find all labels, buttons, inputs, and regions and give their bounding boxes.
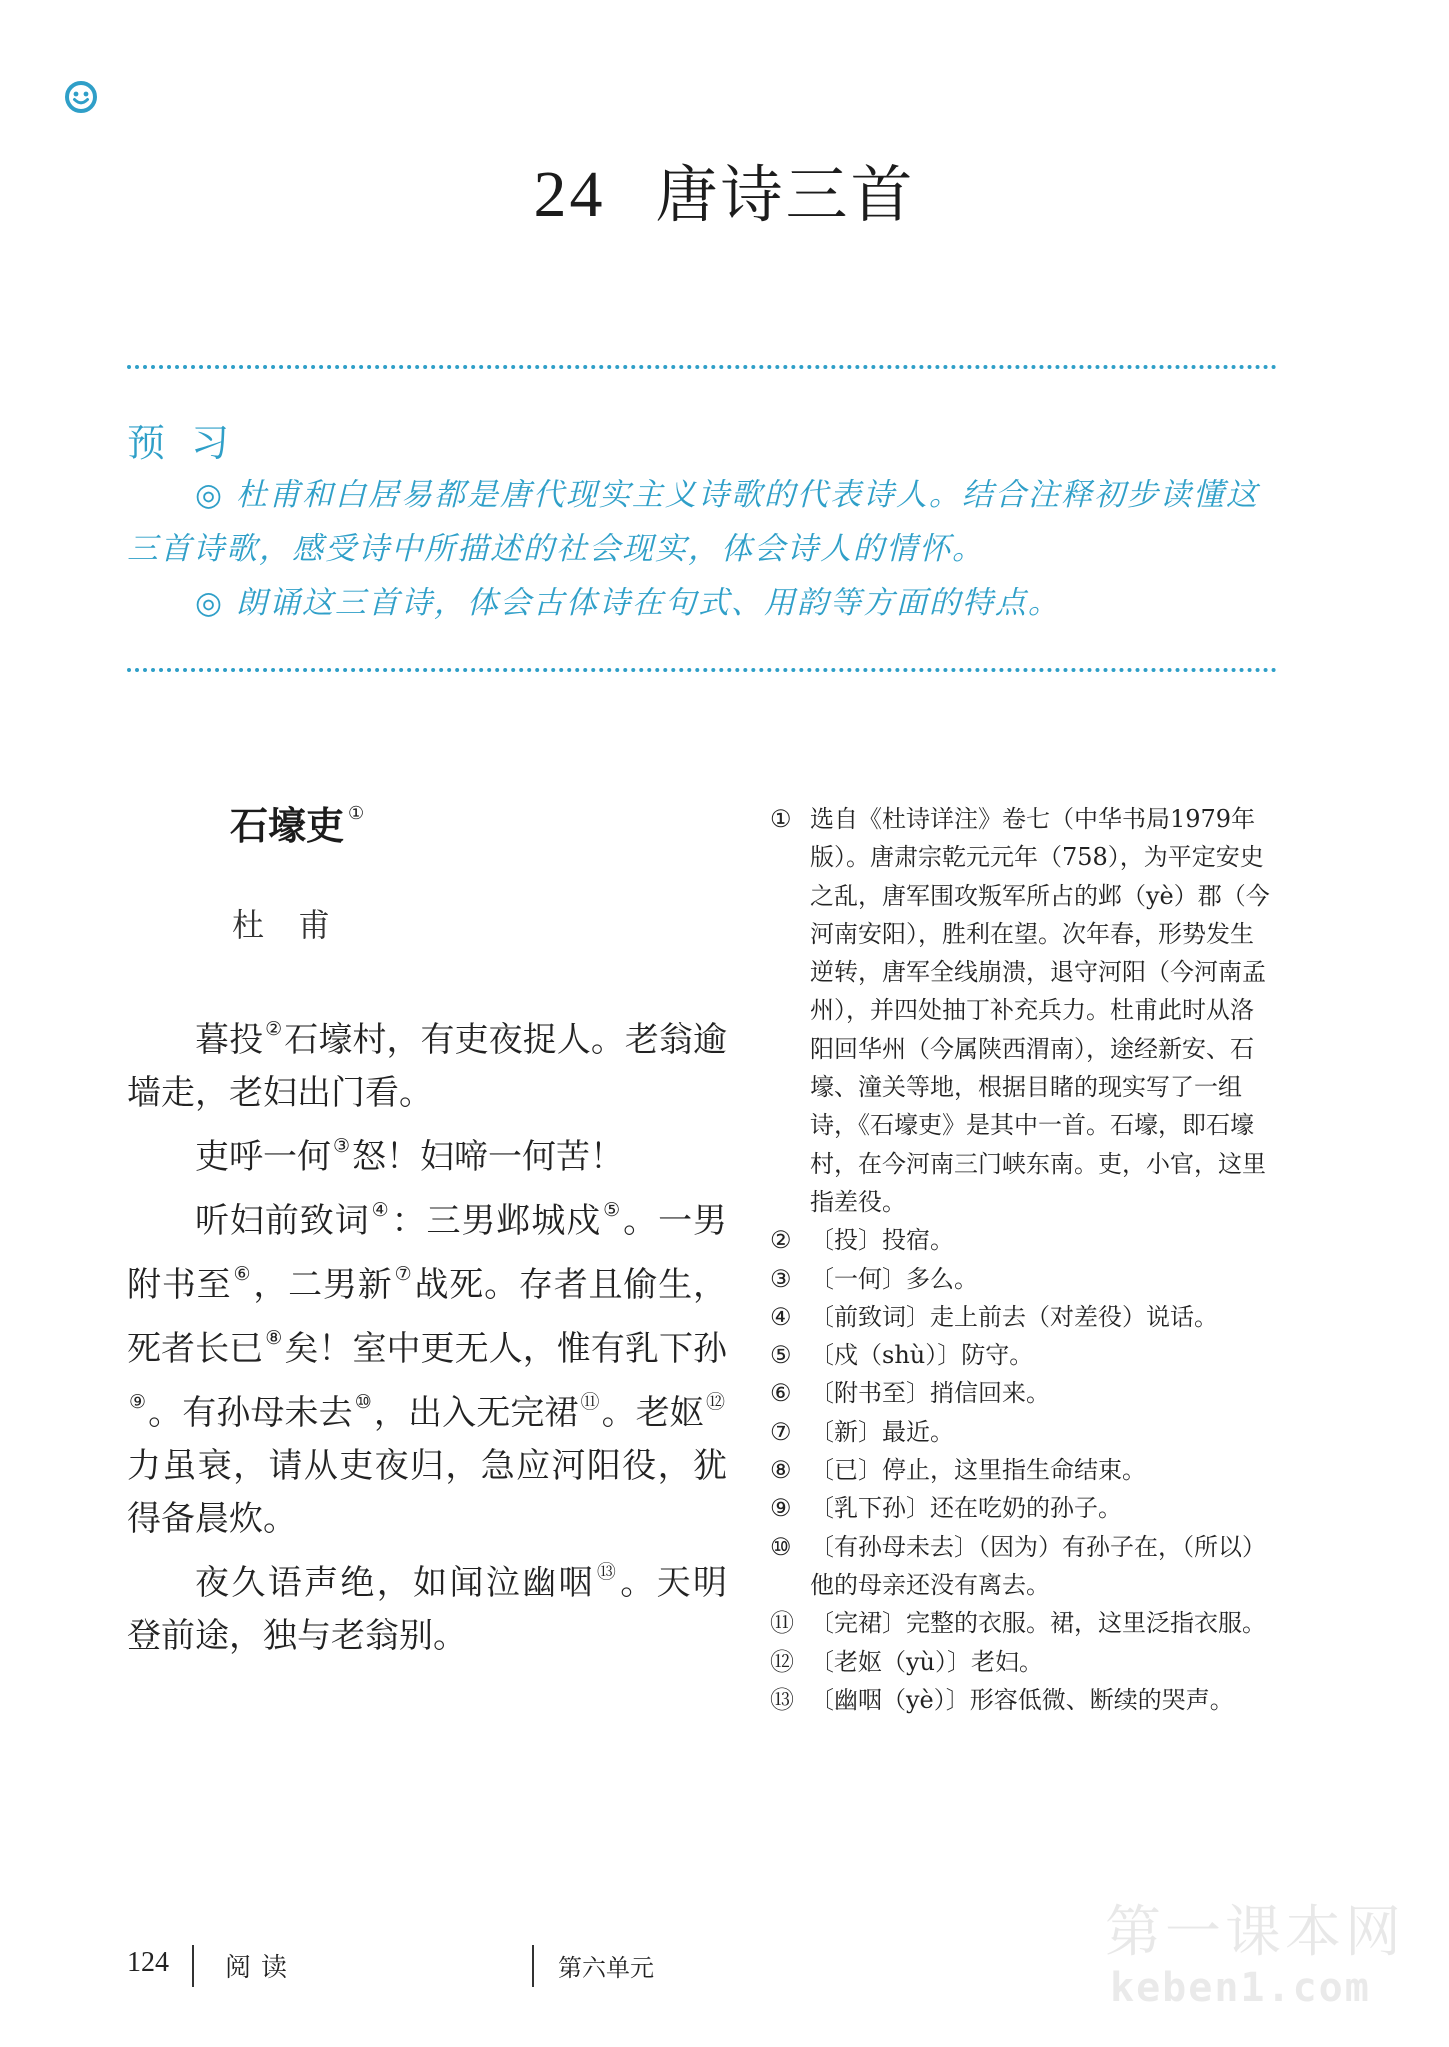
poem-title-text: 石壕吏	[230, 803, 345, 848]
footnotes	[770, 800, 1275, 1719]
poem-text: ：三男邺城戍	[391, 1201, 602, 1241]
note-ref: ④	[371, 1199, 390, 1221]
divider-bottom	[127, 668, 1277, 672]
footer-separator	[192, 1945, 194, 1987]
note-ref: ⑫	[705, 1391, 725, 1413]
poem-text: 暮投	[195, 1020, 264, 1060]
poem-text: 怒！妇啼一何苦！	[352, 1137, 625, 1177]
note-ref: ⑥	[233, 1263, 252, 1285]
poem-body	[127, 1003, 727, 1663]
footnote	[770, 1413, 1275, 1451]
note-ref: ⑨	[129, 1391, 147, 1413]
unit-label: 第六单元	[558, 1954, 654, 1982]
footnote-mark: ②	[770, 1226, 792, 1255]
footnote-text: 〔前致词〕走上前去（对差役）说话。	[810, 1302, 1218, 1331]
footnote-mark: ⑦	[770, 1417, 792, 1446]
poem-text: 力虽衰，请从吏夜归，急应河阳役，犹得备晨炊。	[127, 1446, 727, 1539]
poem-title-note-ref: ①	[348, 803, 365, 824]
footnote-mark: ⑬	[770, 1685, 794, 1714]
footnote	[770, 1336, 1275, 1374]
poem-text: 。有孙母未去	[148, 1393, 353, 1433]
poem-text: 石壕村，有吏夜捉人。老翁逾墙走，老妇出门看。	[127, 1020, 728, 1113]
footnote-text: 〔已〕停止，这里指生命结束。	[810, 1456, 1146, 1485]
footnote-mark: ⑫	[770, 1647, 794, 1676]
page-number: 124	[127, 1947, 169, 1978]
preview-line-2: ◎ 朗诵这三首诗，体会古体诗在句式、用韵等方面的特点。	[195, 585, 1061, 621]
poem-text: ，二男新	[253, 1265, 393, 1305]
note-ref: ⑦	[394, 1263, 413, 1285]
note-ref: ⑤	[603, 1199, 622, 1221]
poem-text: 战死。存者且偷生，死者长已	[127, 1265, 728, 1369]
preview-heading: 预习	[127, 421, 256, 465]
footnote-text: 选自《杜诗详注》卷七（中华书局1979年版）。唐肃宗乾元元年（758），为平定安史之乱，唐军围攻叛军所占的邺（yè）郡（今河南安阳），胜利在望。次年春，形势发生逆转，唐军全线崩溃，退守河阳（今河南孟州），并四处抽丁补充兵力。杜甫此时从洛阳回华州（今属陕西渭南），途经新安、石壕、潼关等地，根据目睹的现实写了一组诗，《石壕吏》是其中一首。石壕，即石壕村，在今河南三门峡东南。吏，小官，这里指差役。	[810, 805, 1270, 1216]
poem-author: 杜甫	[232, 906, 365, 944]
preview-line-1: ◎ 杜甫和白居易都是唐代现实主义诗歌的代表诗人。结合注释初步读懂这三首诗歌，感受诗中所描述的社会现实，体会诗人的情怀。	[127, 477, 1259, 567]
poem-paragraph	[127, 1184, 727, 1546]
footnote	[770, 1604, 1275, 1642]
poem-text: 听妇前致词	[195, 1201, 370, 1241]
footnote-mark: ③	[770, 1264, 792, 1293]
footnote	[770, 1451, 1275, 1489]
footnote-text: 〔戍（shù）〕防守。	[810, 1341, 1034, 1370]
poem-text: 。老妪	[601, 1393, 704, 1433]
chapter-title-text: 唐诗三首	[655, 158, 916, 231]
note-ref: ②	[265, 1018, 283, 1040]
footnote-mark: ④	[770, 1302, 792, 1331]
footnote	[770, 1681, 1275, 1719]
footer-separator	[532, 1945, 534, 1987]
note-ref: ③	[333, 1135, 351, 1157]
footnote-mark: ⑥	[770, 1379, 792, 1408]
note-ref: ⑬	[596, 1561, 619, 1583]
note-ref: ⑧	[265, 1327, 283, 1349]
poem-text: 。一男附书至	[127, 1201, 727, 1305]
poem-paragraph	[127, 1003, 727, 1120]
poem-title	[230, 795, 364, 850]
footnote-text: 〔投〕投宿。	[810, 1226, 954, 1255]
note-ref: ⑪	[580, 1391, 600, 1413]
chapter-number: 24	[533, 158, 606, 231]
footnote-mark: ⑧	[770, 1456, 792, 1485]
footnote-mark: ①	[770, 805, 792, 833]
footnote-text: 〔老妪（yù）〕老妇。	[810, 1647, 1044, 1676]
watermark-url: keben1.com	[1110, 1965, 1371, 2011]
chapter-title	[0, 145, 1449, 234]
poem-text: 夜久语声绝，如闻泣幽咽	[195, 1563, 595, 1603]
footnote	[770, 1221, 1275, 1259]
footnote	[770, 1374, 1275, 1412]
poem-text: ，出入无完裙	[373, 1393, 579, 1433]
footnote	[770, 1643, 1275, 1681]
poem-text: 矣！室中更无人，惟有乳下孙	[284, 1329, 727, 1369]
footnote-text: 〔附书至〕捎信回来。	[810, 1379, 1050, 1408]
footnote-text: 〔乳下孙〕还在吃奶的孙子。	[810, 1494, 1122, 1523]
poem-paragraph	[127, 1120, 727, 1184]
footnote-text: 〔新〕最近。	[810, 1417, 954, 1446]
footnote-mark: ⑤	[770, 1341, 792, 1370]
section-label: 阅读	[225, 1953, 298, 1983]
note-ref: ⑩	[354, 1391, 372, 1413]
watermark-text: 第一课本网	[1105, 1900, 1405, 1965]
divider-top	[127, 365, 1277, 369]
poem-text: 。天明登前途，独与老翁别。	[127, 1563, 727, 1656]
footnote-text: 〔幽咽（yè）〕形容低微、断续的哭声。	[810, 1685, 1234, 1714]
footnote	[770, 800, 1275, 1221]
footnote-text: 〔有孙母未去〕（因为）有孙子在，（所以）他的母亲还没有离去。	[810, 1532, 1266, 1599]
footnote	[770, 1260, 1275, 1298]
poem-text: 吏呼一何	[195, 1137, 331, 1177]
footnote-mark: ⑨	[770, 1494, 792, 1523]
footnote	[770, 1298, 1275, 1336]
footnote-mark: ⑪	[770, 1609, 794, 1638]
footnote-text: 〔完裙〕完整的衣服。裙，这里泛指衣服。	[810, 1609, 1266, 1638]
footnote-text: 〔一何〕多么。	[810, 1264, 978, 1293]
footnote-mark: ⑩	[770, 1532, 792, 1561]
footnote	[770, 1489, 1275, 1527]
poem-paragraph	[127, 1546, 727, 1663]
smiley-face-icon	[64, 80, 98, 114]
footnote	[770, 1528, 1275, 1605]
